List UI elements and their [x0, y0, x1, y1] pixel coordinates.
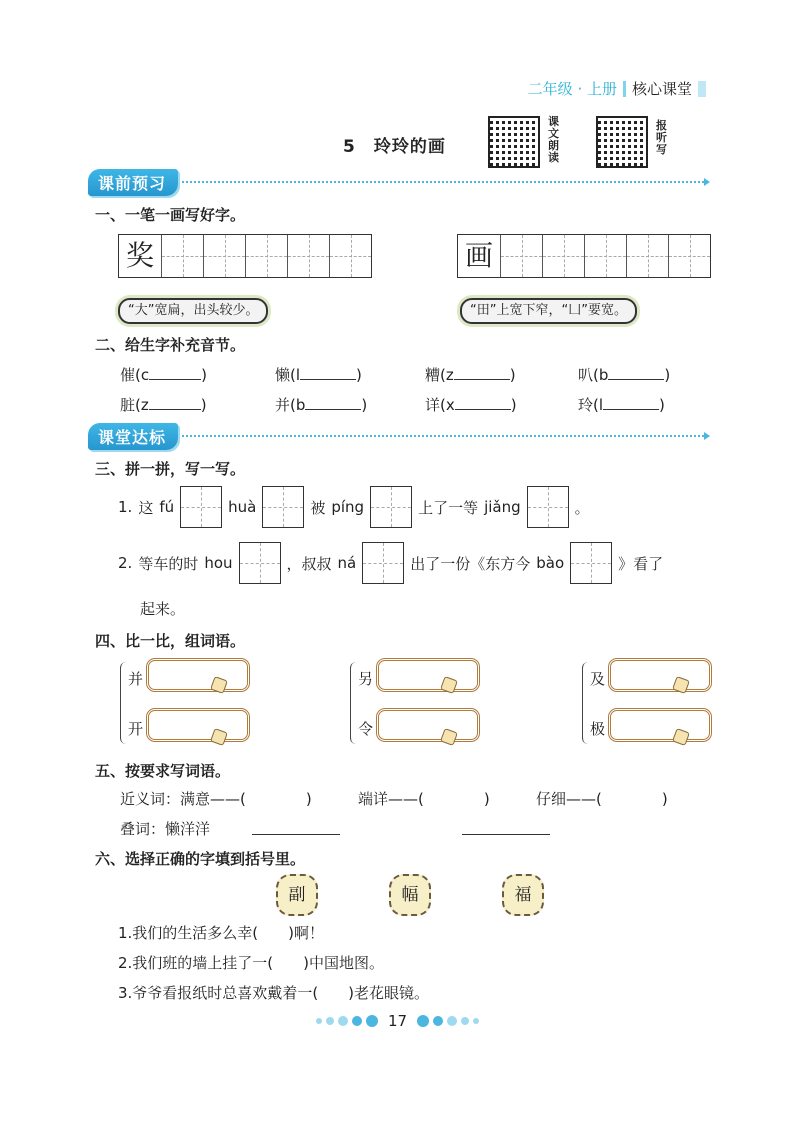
compare-char: 令 — [358, 720, 374, 738]
answer-blank[interactable] — [149, 409, 201, 410]
footer-dot — [366, 1015, 378, 1027]
grade-label: 二年级 · 上册 — [527, 80, 617, 98]
banner-dotted-line — [182, 435, 704, 437]
lesson-title: 5 玲玲的画 — [343, 137, 446, 157]
footer-dot — [473, 1018, 479, 1024]
word-answer-box[interactable] — [608, 658, 712, 692]
writing-grid-right — [457, 234, 711, 278]
write-box[interactable] — [262, 486, 304, 528]
pinyin-prompt: 懒(l — [275, 366, 301, 384]
footer-dot — [461, 1017, 469, 1025]
qr-reading-label: 课文朗读 — [548, 115, 559, 164]
sentence-text: 。 — [574, 498, 590, 517]
preview-banner — [88, 170, 710, 194]
answer-line[interactable] — [252, 834, 340, 835]
close-paren: ) — [356, 366, 362, 384]
pinyin-text: huà — [228, 498, 257, 516]
close-paren: ) — [661, 790, 668, 808]
section-2-heading: 二、给生字补充音节。 — [95, 336, 246, 354]
write-box[interactable] — [239, 542, 281, 584]
answer-blank[interactable] — [455, 409, 511, 410]
compare-char: 及 — [590, 670, 606, 688]
preview-banner-label: 课前预习 — [88, 169, 178, 196]
tian-cell[interactable] — [329, 235, 371, 277]
pinyin-prompt: 糟(z — [425, 366, 454, 384]
fill-question-2: 2.我们班的墙上挂了一( )中国地图。 — [118, 954, 385, 972]
section-5-heading: 五、按要求写词语。 — [95, 762, 231, 780]
answer-blank[interactable] — [454, 379, 510, 380]
question-3-1 — [118, 486, 590, 528]
fill-question-1: 1.我们的生活多么幸( )啊！ — [118, 924, 325, 942]
tian-cell[interactable] — [161, 235, 203, 277]
reduplication-label: 叠词：懒洋洋 — [120, 820, 211, 838]
close-paren: ) — [510, 396, 517, 414]
classroom-banner — [88, 424, 710, 448]
pinyin-text: fú — [159, 498, 175, 516]
question-3-2 — [118, 542, 663, 584]
pinyin-item — [120, 364, 207, 385]
close-paren: ) — [659, 396, 665, 414]
footer-dot — [447, 1016, 457, 1026]
brand-label: 核心课堂 — [631, 80, 692, 98]
model-char: 奖 — [125, 239, 154, 272]
choice-char: 福 — [502, 874, 544, 916]
tian-cell[interactable] — [626, 235, 668, 277]
compare-char: 另 — [358, 670, 374, 688]
close-paren: ) — [483, 790, 490, 808]
compare-group — [120, 658, 250, 746]
page-footer — [316, 1012, 479, 1030]
word-answer-box[interactable] — [376, 658, 480, 692]
synonym-prompt: 端详——( — [358, 790, 424, 808]
pinyin-item — [425, 364, 516, 385]
pinyin-prompt: 详(x — [425, 396, 455, 414]
section-1-heading: 一、一笔一画写好字。 — [95, 206, 246, 224]
pinyin-prompt: 玲(l — [578, 396, 604, 414]
pinyin-item — [275, 394, 367, 415]
sentence-text: 上了一等 — [418, 498, 479, 517]
pinyin-item — [120, 394, 207, 415]
write-box[interactable] — [370, 486, 412, 528]
write-box[interactable] — [362, 542, 404, 584]
compare-group — [350, 658, 480, 746]
qr-dictation-label: 报听写 — [656, 119, 667, 156]
sentence-text: ，叔叔 — [286, 554, 332, 573]
tip-bubble-right: “田”上宽下窄，“凵”要宽。 — [460, 298, 637, 324]
close-paren: ) — [664, 366, 671, 384]
question-3-2-continuation: 起来。 — [140, 600, 186, 618]
pinyin-text: hou — [204, 554, 233, 572]
synonym-prompt: 近义词：满意——( — [120, 790, 246, 808]
compare-char: 极 — [590, 720, 606, 738]
synonym-item — [536, 788, 668, 809]
footer-dot — [316, 1018, 322, 1024]
page-header — [528, 78, 706, 99]
synonym-item — [358, 788, 490, 809]
question-number: 1. — [118, 498, 133, 516]
pinyin-item — [425, 394, 517, 415]
pinyin-prompt: 脏(z — [120, 396, 149, 414]
header-divider — [623, 81, 626, 97]
pinyin-item — [578, 364, 670, 385]
pinyin-item — [578, 394, 665, 415]
compare-char: 开 — [128, 720, 144, 738]
footer-dot — [326, 1017, 334, 1025]
qr-code-reading[interactable] — [488, 116, 540, 168]
tian-cell[interactable] — [287, 235, 329, 277]
answer-blank[interactable] — [608, 379, 664, 380]
tian-cell[interactable] — [203, 235, 245, 277]
answer-blank[interactable] — [149, 379, 201, 380]
pinyin-text: píng — [331, 498, 365, 516]
pinyin-item — [275, 364, 362, 385]
pinyin-text: ná — [337, 554, 357, 572]
choice-char: 副 — [276, 874, 318, 916]
close-paren: ) — [201, 366, 207, 384]
sentence-text: 出了一份《东方今 — [410, 554, 531, 573]
tian-cell[interactable] — [668, 235, 710, 277]
word-answer-box[interactable] — [608, 708, 712, 742]
answer-line[interactable] — [462, 834, 550, 835]
pinyin-text: jiǎng — [484, 498, 521, 516]
tian-cell[interactable] — [245, 235, 287, 277]
tip-bubble-left: “大”宽扁，出头较少。 — [118, 298, 268, 324]
classroom-banner-label: 课堂达标 — [88, 423, 178, 450]
choice-char: 幅 — [389, 874, 431, 916]
footer-dot — [417, 1015, 429, 1027]
pinyin-prompt: 并(b — [275, 396, 306, 414]
word-answer-box[interactable] — [376, 708, 480, 742]
section-3-heading: 三、拼一拼，写一写。 — [95, 460, 246, 478]
banner-arrow-icon — [704, 432, 710, 440]
write-box[interactable] — [180, 486, 222, 528]
tian-cell[interactable] — [542, 235, 584, 277]
close-paren: ) — [200, 396, 207, 414]
answer-blank[interactable] — [300, 379, 356, 380]
section-4-heading: 四、比一比，组词语。 — [95, 632, 246, 650]
word-answer-box[interactable] — [146, 658, 250, 692]
footer-dot — [433, 1016, 443, 1026]
question-number: 2. — [118, 554, 133, 572]
banner-dotted-line — [182, 181, 704, 183]
section-6-heading: 六、选择正确的字填到括号里。 — [95, 850, 306, 868]
pinyin-text: bào — [536, 554, 565, 572]
answer-blank[interactable] — [305, 409, 361, 410]
synonym-item — [120, 788, 312, 809]
footer-dot — [338, 1016, 348, 1026]
pinyin-prompt: 叭(b — [578, 366, 609, 384]
header-end-bar — [698, 81, 706, 97]
write-box[interactable] — [527, 486, 569, 528]
fill-question-3: 3.爷爷看报纸时总喜欢戴着一( )老花眼镜。 — [118, 984, 430, 1002]
compare-char: 并 — [128, 670, 144, 688]
synonym-prompt: 仔细——( — [536, 790, 602, 808]
qr-code-dictation[interactable] — [596, 116, 648, 168]
sentence-text: 》看了 — [618, 554, 664, 573]
word-answer-box[interactable] — [146, 708, 250, 742]
footer-dot — [352, 1016, 362, 1026]
model-char: 画 — [464, 239, 493, 272]
tian-cell[interactable] — [500, 235, 542, 277]
sentence-text: 等车的时 — [138, 554, 199, 573]
sentence-text: 被 — [310, 498, 326, 517]
compare-group — [582, 658, 712, 746]
close-paren: ) — [305, 790, 312, 808]
writing-grid-left — [118, 234, 372, 278]
write-box[interactable] — [570, 542, 612, 584]
page-number: 17 — [388, 1012, 408, 1030]
answer-blank[interactable] — [603, 409, 659, 410]
sentence-text: 这 — [138, 498, 154, 517]
tian-cell[interactable] — [584, 235, 626, 277]
pinyin-prompt: 催(c — [120, 366, 150, 384]
banner-arrow-icon — [704, 178, 710, 186]
close-paren: ) — [361, 396, 368, 414]
close-paren: ) — [509, 366, 516, 384]
